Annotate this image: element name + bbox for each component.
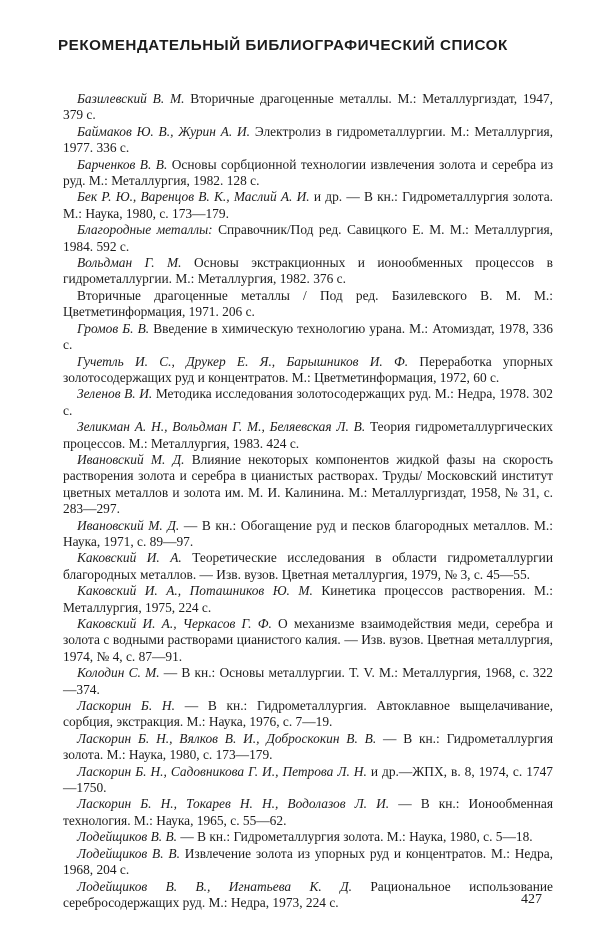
- reference-text: Методика исследования золотосодержащих руд. М.: Недра, 1978. 302 с.: [63, 386, 554, 418]
- reference-text: Теоретические исследования в области гидрометаллургии благородных металлов. — Изв. вузов. Цветная металлургия, 1979, № 3, с. 45—55.: [63, 550, 553, 582]
- reference-entry: [63, 124, 553, 157]
- reference-authors: Громов Б. В.: [77, 320, 150, 336]
- reference-text: Справочник/Под ред. Савицкого Е. М. М.: Металлургия, 1984. 592 с.: [63, 222, 553, 254]
- reference-authors: Зеликман А. Н., Вольдман Г. М., Беляевская Л. В.: [77, 419, 366, 435]
- reference-text: Извлечение золота из упорных руд и концентратов. М.: Недра, 1968, 204 с.: [63, 845, 553, 878]
- reference-authors: Зеленов В. И.: [77, 386, 153, 402]
- reference-authors: Ласкорин Б. Н., Токарев Н. Н., Водолазов Л. И.: [77, 796, 390, 812]
- reference-authors: Лодейщиков В. В., Игнатьева К. Д.: [77, 878, 352, 894]
- reference-text: Основы экстракционных и ионообменных процессов в гидрометаллургии. М.: Металлургия, 1982. 376 с.: [63, 255, 553, 287]
- reference-entry: [63, 288, 553, 321]
- reference-text: Теория гидрометаллургических процессов. М.: Металлургия, 1983. 424 с.: [63, 419, 553, 451]
- reference-text: — В кн.: Гидрометаллургия золота. М.: Наука, 1980, с. 173—179.: [63, 730, 553, 763]
- reference-authors: Ласкорин Б. Н., Садовникова Г. И., Петрова Л. Н.: [77, 763, 367, 779]
- reference-entry: [63, 452, 553, 518]
- reference-entry: [63, 419, 553, 452]
- reference-text: Влияние некоторых компонентов жидкой фазы на скорость растворения золота и серебра в цианистых растворах. Труды/ Московский институт цветных металлов и золота им. М. И. Калинина. М.: Металлургиздат, 1958, № 31, с. 283—297.: [63, 451, 553, 517]
- reference-entry: [63, 255, 553, 288]
- reference-authors: Лодейщиков В. В.: [77, 845, 180, 861]
- reference-authors: Колодин С. М.: [77, 665, 160, 681]
- reference-authors: Базилевский В. М.: [77, 91, 185, 106]
- reference-entry: [63, 846, 553, 879]
- reference-authors: Лодейщиков В. В.: [77, 829, 177, 845]
- reference-text: и др. — В кн.: Гидрометаллургия золота. М.: Наука, 1980, с. 173—179.: [63, 189, 553, 221]
- reference-entry: [63, 829, 553, 845]
- reference-text: Вторичные драгоценные металлы. М.: Металлургиздат, 1947, 379 с.: [63, 91, 553, 123]
- reference-authors: Бек Р. Ю., Варенцов В. К., Маслий А. И.: [77, 189, 310, 205]
- reference-entry: [63, 583, 553, 616]
- page-number: 427: [521, 892, 542, 907]
- reference-entry: [63, 764, 553, 797]
- reference-entry: [63, 354, 553, 387]
- reference-authors: Каковский И. А.: [77, 550, 182, 566]
- reference-text: — В кн.: Обогащение руд и песков благородных металлов. М.: Наука, 1971, с. 89—97.: [63, 517, 553, 549]
- reference-text: Основы сорбционной технологии извлечения золота и серебра из руд. М.: Металлургия, 1982. 128 с.: [63, 156, 553, 189]
- reference-entry: [63, 879, 553, 912]
- reference-authors: Ласкорин Б. Н.: [77, 698, 175, 714]
- reference-authors: Ивановский М. Д.: [77, 451, 185, 467]
- reference-text: — В кн.: Ионообменная технология. М.: Наука, 1965, с. 55—62.: [63, 796, 553, 828]
- reference-entry: [63, 518, 553, 551]
- reference-entry: [63, 665, 553, 698]
- reference-entry: [63, 91, 553, 124]
- reference-entry: [63, 796, 553, 829]
- reference-text: Переработка упорных золотосодержащих руд и концентратов. М.: Цветметинформация, 1972, 60 с.: [63, 353, 553, 385]
- reference-text: Вторичные драгоценные металлы / Под ред. Базилевского В. М. М.: Цветметинформация, 1971. 206 с.: [63, 287, 553, 320]
- reference-authors: Каковский И. А., Черкасов Г. Ф.: [77, 616, 272, 631]
- reference-text: О механизме взаимодействия меди, серебра и золота с водными растворами цианистого калия. — Изв. вузов. Цветная металлургия, 1974, № 4, с. 87—91.: [63, 616, 553, 664]
- reference-text: Кинетика процессов растворения. М.: Металлургия, 1975, 224 с.: [63, 583, 553, 615]
- reference-entry: [63, 731, 553, 764]
- reference-authors: Гучетль И. С., Друкер Е. Я., Барышников И. Ф.: [77, 353, 409, 369]
- reference-entry: [63, 616, 553, 665]
- reference-entry: [63, 386, 553, 419]
- reference-entry: [63, 222, 553, 255]
- reference-authors: Вольдман Г. М.: [77, 255, 182, 271]
- reference-authors: Благородные металлы:: [77, 222, 213, 238]
- reference-authors: Ласкорин Б. Н., Вялков В. И., Доброскокин В. В.: [77, 730, 377, 746]
- reference-entry: [63, 321, 553, 354]
- reference-text: Рациональное использование серебросодержащих руд. М.: Недра, 1973, 224 с.: [63, 878, 553, 910]
- reference-text: и др.—ЖПХ, в. 8, 1974, с. 1747—1750.: [63, 763, 553, 796]
- reference-text: — В кн.: Гидрометаллургия золота. М.: Наука, 1980, с. 5—18.: [180, 829, 533, 845]
- reference-entry: [63, 550, 553, 583]
- reference-text: — В кн.: Основы металлургии. Т. V. М.: Металлургия, 1968, с. 322—374.: [63, 665, 553, 697]
- reference-entry: [63, 157, 553, 190]
- reference-entry: [63, 189, 553, 222]
- reference-entry: [63, 698, 553, 731]
- reference-text: Электролиз в гидрометаллургии. М.: Металлургия, 1977. 336 с.: [63, 123, 553, 156]
- reference-text: Введение в химическую технологию урана. М.: Атомиздат, 1978, 336 с.: [63, 320, 553, 353]
- reference-authors: Ивановский М. Д.: [77, 517, 180, 533]
- reference-list: [63, 91, 554, 911]
- reference-authors: Каковский И. А., Поташников Ю. М.: [77, 583, 313, 599]
- reference-authors: Баймаков Ю. В., Журин А. И.: [77, 123, 251, 139]
- reference-authors: Барченков В. В.: [77, 156, 168, 172]
- reference-text: — В кн.: Гидрометаллургия. Автоклавное выщелачивание, сорбция, экстракция. М.: Наука, 1976, с. 7—19.: [63, 698, 553, 730]
- page-heading: РЕКОМЕНДАТЕЛЬНЫЙ БИБЛИОГРАФИЧЕСКИЙ СПИСОК: [58, 37, 508, 54]
